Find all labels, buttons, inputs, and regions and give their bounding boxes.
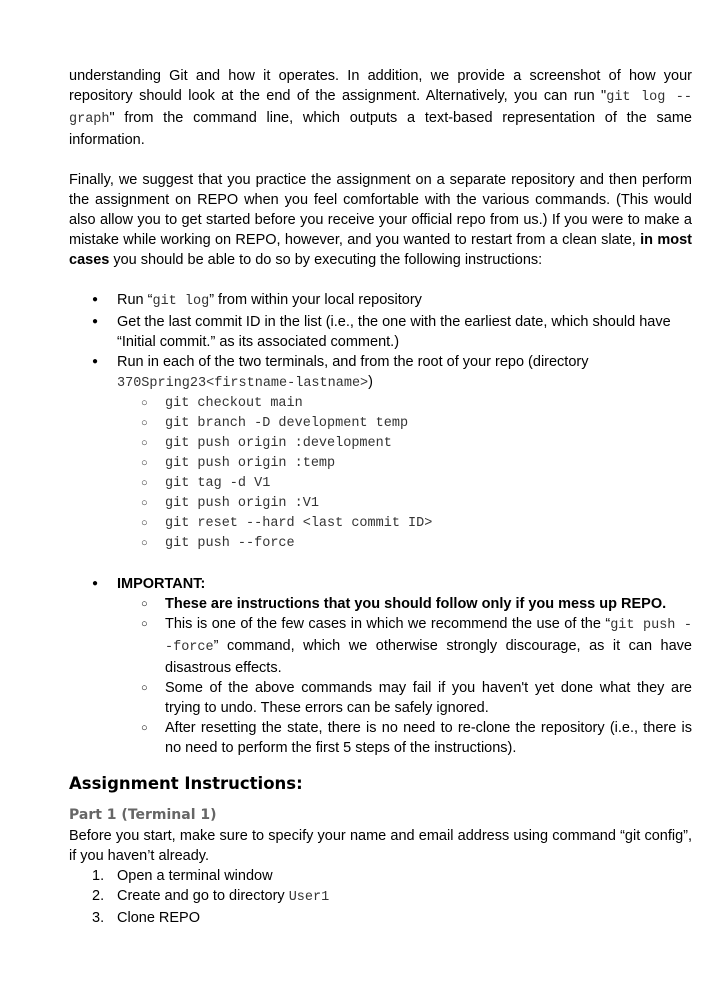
part1-intro: Before you start, make sure to specify your name and email address using command “git config”, if you haven’t already. (69, 828, 692, 864)
step-item (69, 886, 692, 908)
step-text: Create and go to directory (117, 888, 289, 904)
part1-heading: Part 1 (Terminal 1) (69, 807, 217, 823)
step-text: Open a terminal window (117, 868, 273, 884)
bullet-get-commit-id: ● Get the last commit ID in the list (i.e., the one with the earliest date, which should have “Initial commit.” as its associated comment.) (69, 312, 692, 352)
important-bullet (69, 574, 692, 758)
user1-directory-code: User1 (288, 890, 330, 905)
intro-p1-text-b: " from the command line, which outputs a text-based representation of the same information. (69, 110, 692, 148)
step-number: 1. (92, 868, 105, 884)
bullet-run-git-log (69, 290, 692, 312)
step-text: Clone REPO (117, 910, 201, 926)
intro-paragraph-2 (69, 170, 692, 270)
git-push-force-code: git push --force (165, 618, 692, 655)
intro-p2-bold: in most cases (69, 232, 693, 268)
intro-paragraph-1 (69, 66, 692, 150)
intro-p2-text-a: Finally, we suggest that you practice the assignment on a separate repository and then perform the assignment on REPO when you feel comfortable with the various commands. (This would also allow you to get started before you receive your official repo from us.) If you were to make a mistake while working on REPO, however, and you wanted to restart from a clean slate, (69, 172, 692, 248)
git-log-graph-code: git log --graph (69, 90, 692, 127)
command-item: ○ git branch -D development temp (69, 414, 692, 434)
bullet-run-terminals (69, 352, 692, 554)
assignment-heading: Assignment Instructions: (69, 774, 303, 793)
note2-text-a: This is one of the few cases in which we recommend the use of the “ (165, 616, 611, 632)
important-notes-list (117, 594, 692, 758)
bullet3-text-a: Run in each of the two terminals, and from the root of your repo (directory (117, 354, 589, 370)
step-number: 3. (92, 910, 105, 926)
command-item: ○ git push origin :temp (69, 454, 692, 474)
part1-steps-list (69, 866, 692, 928)
important-label: IMPORTANT: (117, 576, 206, 592)
bullet1-text-a: Run “ (117, 292, 153, 308)
command-item: ○ git checkout main (69, 394, 692, 414)
step-item (69, 866, 692, 886)
important-note-3: ○ Some of the above commands may fail if you haven't yet done what they are trying to undo. These errors can be safely ignored. (69, 678, 692, 718)
repo-directory-code: 370Spring23<firstname-lastname> (117, 376, 369, 391)
command-item: ○ git push origin :V1 (69, 494, 692, 514)
git-log-code: git log (152, 294, 210, 309)
important-note-2 (69, 614, 692, 678)
note2-text-b: ” command, which we otherwise strongly discourage, as it can have disastrous effects. (165, 638, 692, 676)
important-list (69, 574, 692, 758)
command-item: ○ git push origin :development (69, 434, 692, 454)
intro-p2-text-b: you should be able to do so by executing the following instructions: (109, 252, 543, 268)
reset-steps-list (69, 290, 692, 554)
important-note-4: ○ After resetting the state, there is no need to re-clone the repository (i.e., there is no need to perform the first 5 steps of the instructions). (69, 718, 692, 758)
reset-commands-list (117, 394, 692, 554)
command-item: ○ git tag -d V1 (69, 474, 692, 494)
step-number: 2. (92, 888, 105, 904)
command-item: ○ git push --force (69, 534, 692, 554)
step-item (69, 908, 692, 928)
command-item: ○ git reset --hard <last commit ID> (69, 514, 692, 534)
intro-p1-text-a: understanding Git and how it operates. In addition, we provide a screenshot of how your repository should look at the end of the assignment. Alternatively, you can run " (69, 68, 692, 104)
bullet3-text-b: ) (368, 374, 373, 390)
important-note-1: ○ These are instructions that you should follow only if you mess up REPO. (69, 594, 692, 614)
document-page (69, 66, 692, 928)
bullet1-text-b: ” from within your local repository (209, 292, 422, 308)
